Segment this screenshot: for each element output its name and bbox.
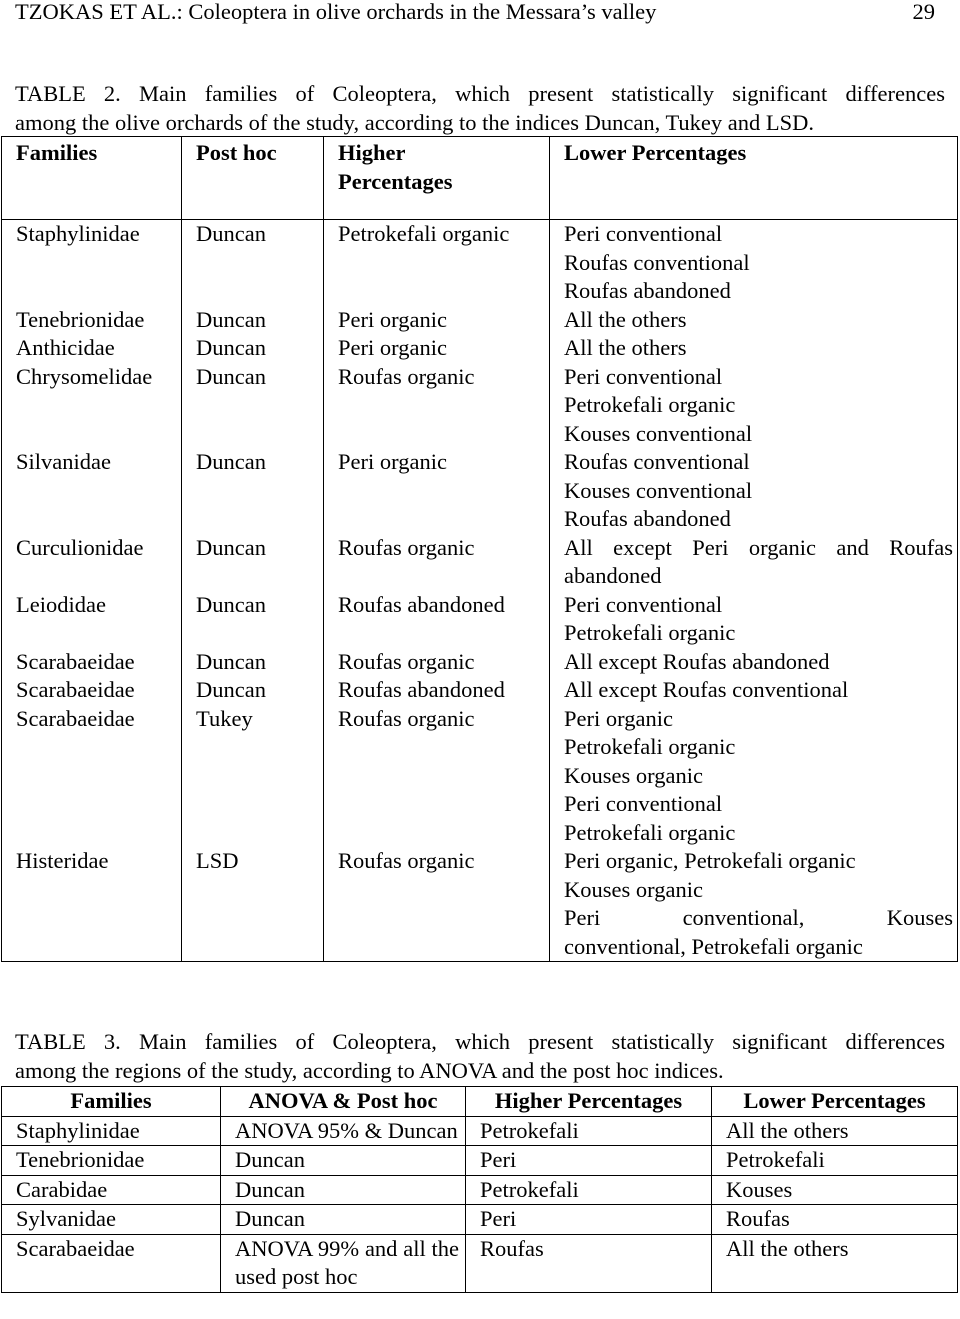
table2-header-lower: Lower Percentages <box>550 137 958 220</box>
running-head <box>15 0 945 26</box>
table3-header-anova: ANOVA & Post hoc <box>221 1087 466 1117</box>
lower-percentages-cell: All the others <box>712 1234 958 1292</box>
lower-percentages-line: Kouses conventional <box>564 477 753 503</box>
family-cell: Tenebrionidae <box>2 306 182 335</box>
higher-percentages-cell: Peri organic <box>324 334 550 363</box>
family-cell: Tenebrionidae <box>2 1146 221 1176</box>
table2-body <box>2 220 958 962</box>
lower-percentages-cell <box>550 676 958 705</box>
post-hoc-cell: Duncan <box>182 448 324 534</box>
post-hoc-cell: Duncan <box>182 534 324 591</box>
higher-percentages-cell: Roufas organic <box>324 705 550 848</box>
lower-percentages-cell: All the others <box>712 1116 958 1146</box>
family-cell: Scarabaeidae <box>2 648 182 677</box>
family-cell: Sylvanidae <box>2 1205 221 1235</box>
post-hoc-cell: LSD <box>182 847 324 962</box>
higher-percentages-cell: Peri organic <box>324 448 550 534</box>
lower-percentages-line: Petrokefali organic <box>564 734 736 759</box>
table3-header-families: Families <box>2 1087 221 1117</box>
lower-percentages-cell <box>550 648 958 677</box>
table-row <box>2 363 958 449</box>
table3 <box>1 1086 958 1293</box>
higher-percentages-cell: Petrokefali organic <box>324 220 550 306</box>
lower-percentages-line: Roufas abandoned <box>564 278 731 303</box>
table2-header-post-hoc: Post hoc <box>182 137 324 220</box>
table-row <box>2 1116 958 1146</box>
table2-header-higher-line2: Percentages <box>338 168 453 194</box>
family-cell: Scarabaeidae <box>2 1234 221 1292</box>
lower-percentages-line: Peri conventional <box>564 221 723 246</box>
lower-percentages-line: Peri conventional, Kouses <box>564 905 953 930</box>
family-cell: Curculionidae <box>2 534 182 591</box>
lower-percentages-line: Kouses conventional <box>564 420 753 446</box>
post-hoc-cell: Duncan <box>182 220 324 306</box>
higher-percentages-cell: Roufas organic <box>324 648 550 677</box>
table3-caption-line: TABLE 3. Main families of Coleoptera, which present statistically significant differences <box>15 1029 945 1054</box>
lower-percentages-cell: Roufas <box>712 1205 958 1235</box>
lower-percentages-line: abandoned <box>564 563 662 588</box>
anova-post-hoc-cell: Duncan <box>221 1205 466 1235</box>
higher-percentages-cell: Petrokefali <box>466 1116 712 1146</box>
table2-caption-line: among the olive orchards of the study, according to the indices Duncan, Tukey and LSD. <box>15 109 815 135</box>
lower-percentages-line: conventional, Petrokefali organic <box>564 933 863 959</box>
lower-percentages-line: Peri organic, Petrokefali organic <box>564 848 856 873</box>
lower-percentages-cell <box>550 306 958 335</box>
higher-percentages-cell: Peri organic <box>324 306 550 335</box>
table-row <box>2 847 958 962</box>
lower-percentages-line: Petrokefali organic <box>564 620 736 645</box>
higher-percentages-cell: Roufas <box>466 1234 712 1292</box>
post-hoc-cell: Duncan <box>182 648 324 677</box>
anova-post-hoc-cell: Duncan <box>221 1175 466 1205</box>
lower-percentages-line: Peri conventional <box>564 363 723 389</box>
table-row <box>2 534 958 591</box>
lower-percentages-line: All except Roufas conventional <box>564 677 849 702</box>
lower-percentages-cell <box>550 334 958 363</box>
higher-percentages-cell: Roufas organic <box>324 847 550 962</box>
lower-percentages-line: Petrokefali organic <box>564 819 736 845</box>
family-cell: Histeridae <box>2 847 182 962</box>
lower-percentages-line: All except Roufas abandoned <box>564 648 830 674</box>
lower-percentages-line: Kouses organic <box>564 876 703 902</box>
lower-percentages-line: All the others <box>564 306 687 332</box>
family-cell: Scarabaeidae <box>2 676 182 705</box>
table2-header-higher <box>324 137 550 220</box>
higher-percentages-cell: Petrokefali <box>466 1175 712 1205</box>
page-number: 29 <box>912 0 935 24</box>
anova-post-hoc-cell: Duncan <box>221 1146 466 1176</box>
table-row <box>2 1234 958 1292</box>
lower-percentages-cell <box>550 847 958 962</box>
table-row <box>2 648 958 677</box>
post-hoc-cell: Duncan <box>182 306 324 335</box>
lower-percentages-line: All except Peri organic and Roufas <box>564 534 953 560</box>
lower-percentages-line: Roufas conventional <box>564 249 750 275</box>
lower-percentages-line: Roufas conventional <box>564 449 750 474</box>
lower-percentages-cell <box>550 534 958 591</box>
post-hoc-cell: Duncan <box>182 334 324 363</box>
table2-header-families: Families <box>2 137 182 220</box>
family-cell: Silvanidae <box>2 448 182 534</box>
table2-header-higher-line1: Higher <box>338 140 406 165</box>
higher-percentages-cell: Roufas organic <box>324 534 550 591</box>
anova-post-hoc-cell: ANOVA 95% & Duncan <box>221 1116 466 1146</box>
table2-caption-line: TABLE 2. Main families of Coleoptera, which present statistically significant differences <box>15 81 945 106</box>
post-hoc-cell: Duncan <box>182 591 324 648</box>
family-cell: Chrysomelidae <box>2 363 182 449</box>
family-cell: Carabidae <box>2 1175 221 1205</box>
table3-caption-line: among the regions of the study, according to ANOVA and the post hoc indices. <box>15 1057 724 1083</box>
table-row <box>2 306 958 335</box>
family-cell: Anthicidae <box>2 334 182 363</box>
lower-percentages-cell <box>550 448 958 534</box>
lower-percentages-line: Petrokefali organic <box>564 392 736 417</box>
table3-caption <box>15 1028 945 1085</box>
lower-percentages-cell <box>550 705 958 848</box>
table-row <box>2 334 958 363</box>
lower-percentages-line: Peri conventional <box>564 591 723 617</box>
higher-percentages-cell: Peri <box>466 1205 712 1235</box>
table-row <box>2 448 958 534</box>
table-row <box>2 1146 958 1176</box>
lower-percentages-cell: Petrokefali <box>712 1146 958 1176</box>
post-hoc-cell: Duncan <box>182 363 324 449</box>
family-cell: Staphylinidae <box>2 220 182 306</box>
lower-percentages-cell <box>550 363 958 449</box>
post-hoc-cell: Duncan <box>182 676 324 705</box>
anova-post-hoc-cell: ANOVA 99% and all the used post hoc <box>221 1234 466 1292</box>
table2-caption <box>15 80 945 137</box>
table-row <box>2 676 958 705</box>
table3-body <box>2 1116 958 1292</box>
higher-percentages-cell: Roufas abandoned <box>324 676 550 705</box>
table3-header-lower: Lower Percentages <box>712 1087 958 1117</box>
table2 <box>1 136 958 962</box>
table-row <box>2 591 958 648</box>
higher-percentages-cell: Peri <box>466 1146 712 1176</box>
higher-percentages-cell: Roufas abandoned <box>324 591 550 648</box>
table3-header-higher: Higher Percentages <box>466 1087 712 1117</box>
lower-percentages-line: Kouses organic <box>564 762 703 788</box>
table-row <box>2 1205 958 1235</box>
family-cell: Staphylinidae <box>2 1116 221 1146</box>
lower-percentages-line: Roufas abandoned <box>564 506 731 531</box>
lower-percentages-line: All the others <box>564 335 687 360</box>
lower-percentages-line: Peri organic <box>564 705 673 731</box>
table-row <box>2 220 958 306</box>
lower-percentages-cell <box>550 220 958 306</box>
lower-percentages-cell <box>550 591 958 648</box>
table-row <box>2 1175 958 1205</box>
post-hoc-cell: Tukey <box>182 705 324 848</box>
running-head-title: TZOKAS ET AL.: Coleoptera in olive orchards in the Messara’s valley <box>15 0 657 24</box>
family-cell: Leiodidae <box>2 591 182 648</box>
table-row <box>2 705 958 848</box>
higher-percentages-cell: Roufas organic <box>324 363 550 449</box>
lower-percentages-line: Peri conventional <box>564 791 723 816</box>
lower-percentages-cell: Kouses <box>712 1175 958 1205</box>
family-cell: Scarabaeidae <box>2 705 182 848</box>
